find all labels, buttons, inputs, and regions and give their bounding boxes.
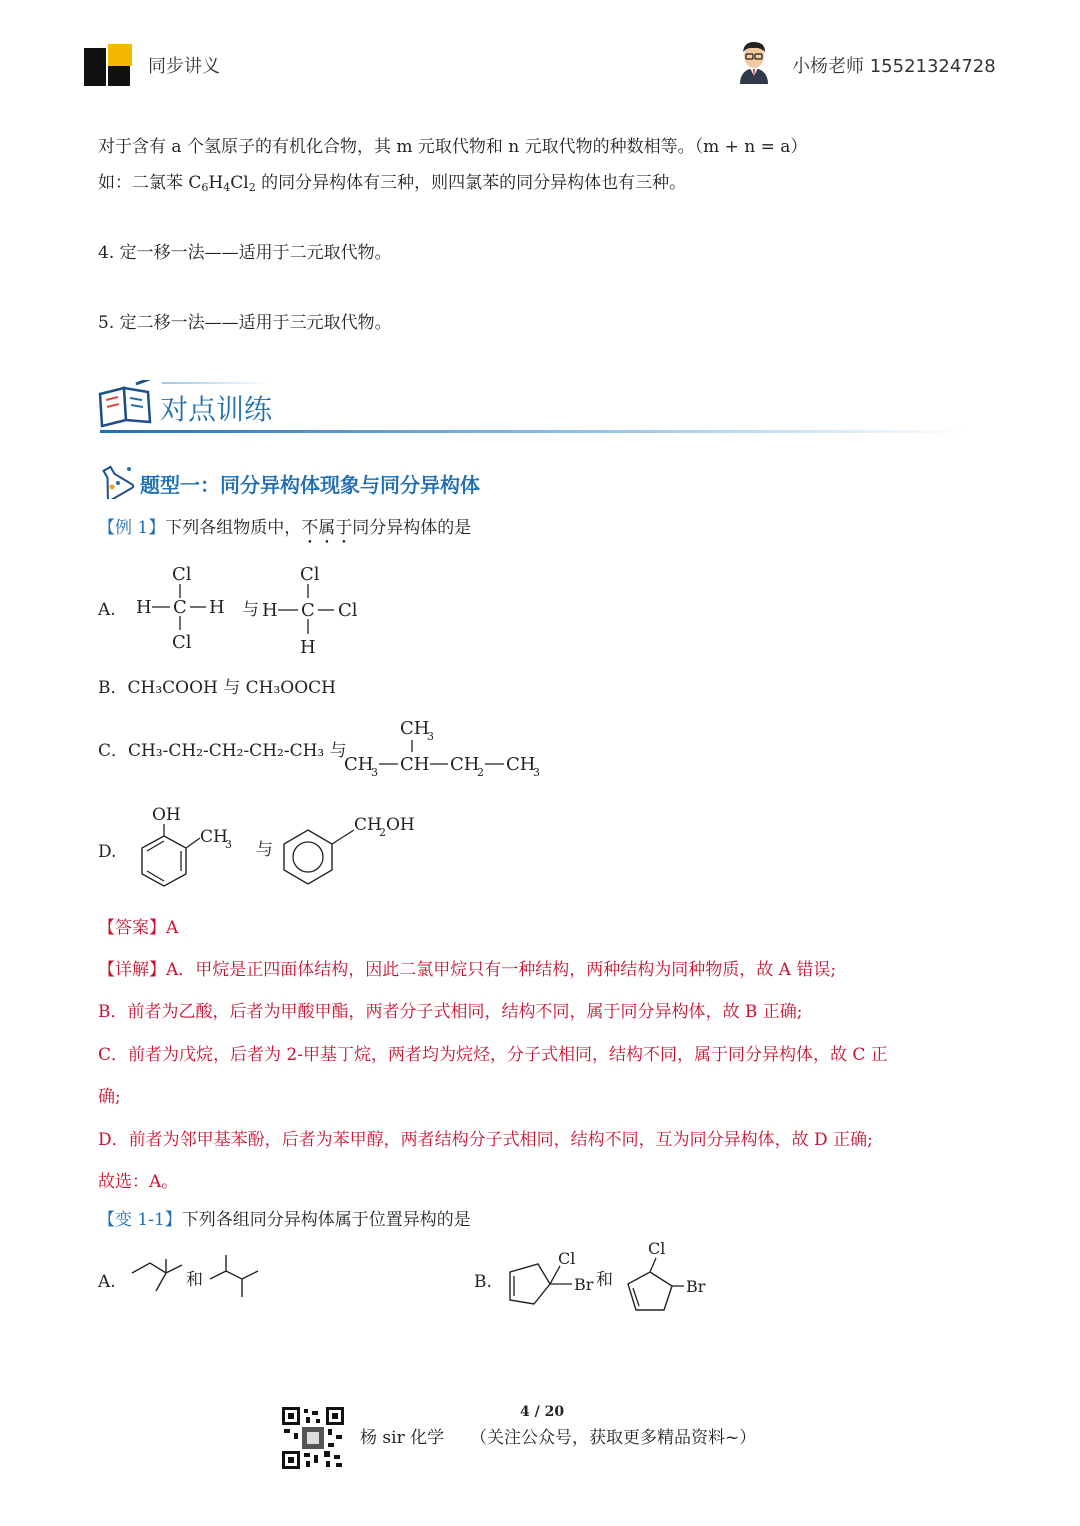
variant-optA-label: A. — [98, 1272, 116, 1292]
svg-text:3: 3 — [533, 766, 540, 779]
footer-brand: 杨 sir 化学 — [360, 1428, 445, 1448]
optD-joiner: 与 — [256, 840, 273, 860]
flask-icon — [96, 463, 136, 499]
svg-text:C: C — [173, 597, 187, 618]
logo-icon — [82, 42, 134, 88]
intro-line1: 对于含有 a 个氢原子的有机化合物，其 m 元取代物和 n 元取代物的种数相等。（m + n = a） — [98, 137, 808, 157]
footer-note: （关注公众号，获取更多精品资料~） — [470, 1428, 757, 1448]
section-title: 对点训练 — [160, 393, 273, 426]
explanation-a — [98, 958, 836, 982]
svg-text:Cl: Cl — [172, 632, 192, 653]
svg-text:3: 3 — [427, 730, 434, 743]
variant-optB-structure-1 — [500, 1246, 600, 1316]
qr-code — [280, 1405, 346, 1471]
svg-text:CH: CH — [400, 718, 430, 739]
svg-text:H: H — [300, 637, 316, 658]
variant-optB-structure-2 — [612, 1236, 722, 1320]
svg-text:CH: CH — [506, 754, 536, 775]
optC-structure — [342, 712, 552, 782]
rule-5: 5. 定二移一法——适用于三元取代物。 — [98, 313, 392, 333]
beaker-icon — [96, 463, 136, 499]
open-book-icon — [96, 380, 156, 428]
svg-text:C: C — [301, 600, 315, 621]
type1-title: 题型一：同分异构体现象与同分异构体 — [140, 473, 480, 497]
svg-text:Cl: Cl — [300, 564, 320, 585]
answer-line — [98, 916, 178, 940]
variant-optA-structure-1 — [128, 1255, 188, 1300]
answer-value: A — [166, 918, 179, 938]
svg-text:Cl: Cl — [558, 1249, 576, 1268]
optB: B．CH₃COOH 与 CH₃OOCH — [98, 678, 337, 698]
page-number: 4 / 20 — [520, 1404, 565, 1420]
teacher-contact: 小杨老师 15521324728 — [792, 56, 996, 77]
explanation-c2: 确; — [98, 1087, 121, 1107]
variant1-tag: 【变 1-1】 — [98, 1210, 182, 1230]
svg-text:2: 2 — [379, 826, 386, 839]
svg-text:CH: CH — [344, 754, 374, 775]
svg-text:CH: CH — [400, 754, 430, 775]
section-divider — [100, 430, 970, 433]
answer-tag: 【答案】 — [98, 918, 166, 938]
optA-structure-2 — [258, 560, 368, 660]
optA-joiner: 与 — [242, 600, 259, 620]
optD-label: D. — [98, 842, 117, 862]
explanation-tag: 【详解】 — [98, 960, 166, 980]
optD-structure-1 — [126, 802, 246, 894]
example1-tag: 【例 1】 — [98, 518, 166, 538]
rule-4: 4. 定一移一法——适用于二元取代物。 — [98, 243, 392, 263]
header-title: 同步讲义 — [148, 56, 220, 77]
example1-q-post: 同分异构体的是 — [352, 518, 472, 538]
svg-text:CH: CH — [200, 827, 228, 847]
example1-q-emph: 不属于 — [301, 518, 353, 538]
svg-text:Cl: Cl — [648, 1239, 666, 1258]
svg-text:OH: OH — [152, 805, 181, 825]
optA-structure-1 — [130, 560, 240, 660]
explanation-c1: C．前者为戊烷，后者为 2-甲基丁烷，两者均为烷烃，分子式相同，结构不同，属于同分异构体，故 C 正 — [98, 1045, 888, 1065]
svg-text:Cl: Cl — [172, 564, 192, 585]
formula-sub: 6 — [201, 181, 209, 194]
explanation-d: D．前者为邻甲基苯酚，后者为苯甲醇，两者结构分子式相同，结构不同，互为同分异构体，故 D 正确; — [98, 1130, 873, 1150]
explanation-b: B．前者为乙酸，后者为甲酸甲酯，两者分子式相同，结构不同，属于同分异构体，故 B 正确; — [98, 1002, 803, 1022]
avatar-icon — [730, 38, 778, 86]
svg-text:3: 3 — [225, 838, 232, 851]
optD-structure-2 — [276, 808, 426, 888]
explanation-choice: 故选：A。 — [98, 1172, 179, 1192]
svg-text:H: H — [262, 600, 278, 621]
svg-text:Br: Br — [574, 1275, 594, 1294]
section-divider-top — [162, 382, 272, 384]
svg-text:CH: CH — [354, 815, 382, 835]
teacher-avatar — [730, 38, 778, 86]
intro-line2-post: 的同分异构体有三种，则四氯苯的同分异构体也有三种。 — [261, 173, 687, 193]
intro-line2: 如：二氯苯 $C_6H_4Cl_2$ 的同分异构体有三种，则四氯苯的同分异构体也有三种。 — [98, 173, 687, 194]
variant1-question-text: 下列各组同分异构体属于位置异构的是 — [181, 1210, 471, 1230]
formula-sub: 2 — [248, 181, 256, 194]
explanation-a-text: A．甲烷是正四面体结构，因此二氯甲烷只有一种结构，两种结构为同种物质，故 A 错误; — [166, 960, 837, 980]
example1-question — [98, 516, 471, 548]
formula-sub: 4 — [223, 181, 231, 194]
svg-text:H: H — [136, 597, 152, 618]
example1-q-pre: 下列各组物质中， — [165, 518, 302, 538]
optA-label: A. — [98, 600, 116, 620]
logo — [82, 42, 134, 88]
variant1-question — [98, 1208, 471, 1232]
svg-text:CH: CH — [450, 754, 480, 775]
variant-optA-joiner: 和 — [186, 1270, 203, 1290]
intro-line2-pre: 如：二氯苯 C — [98, 173, 202, 193]
svg-text:2: 2 — [477, 766, 484, 779]
svg-text:Cl: Cl — [338, 600, 358, 621]
svg-text:Br: Br — [686, 1277, 706, 1296]
svg-text:H: H — [209, 597, 225, 618]
variant-optB-joiner: 和 — [596, 1270, 613, 1290]
svg-text:3: 3 — [371, 766, 378, 779]
optC-text: C．CH₃-CH₂-CH₂-CH₂-CH₃ 与 — [98, 741, 347, 761]
variant-optB-label: B. — [474, 1272, 492, 1292]
qr-code-icon — [280, 1405, 346, 1471]
svg-text:OH: OH — [386, 815, 415, 835]
variant-optA-structure-2 — [206, 1253, 266, 1308]
book-icon — [96, 380, 156, 428]
